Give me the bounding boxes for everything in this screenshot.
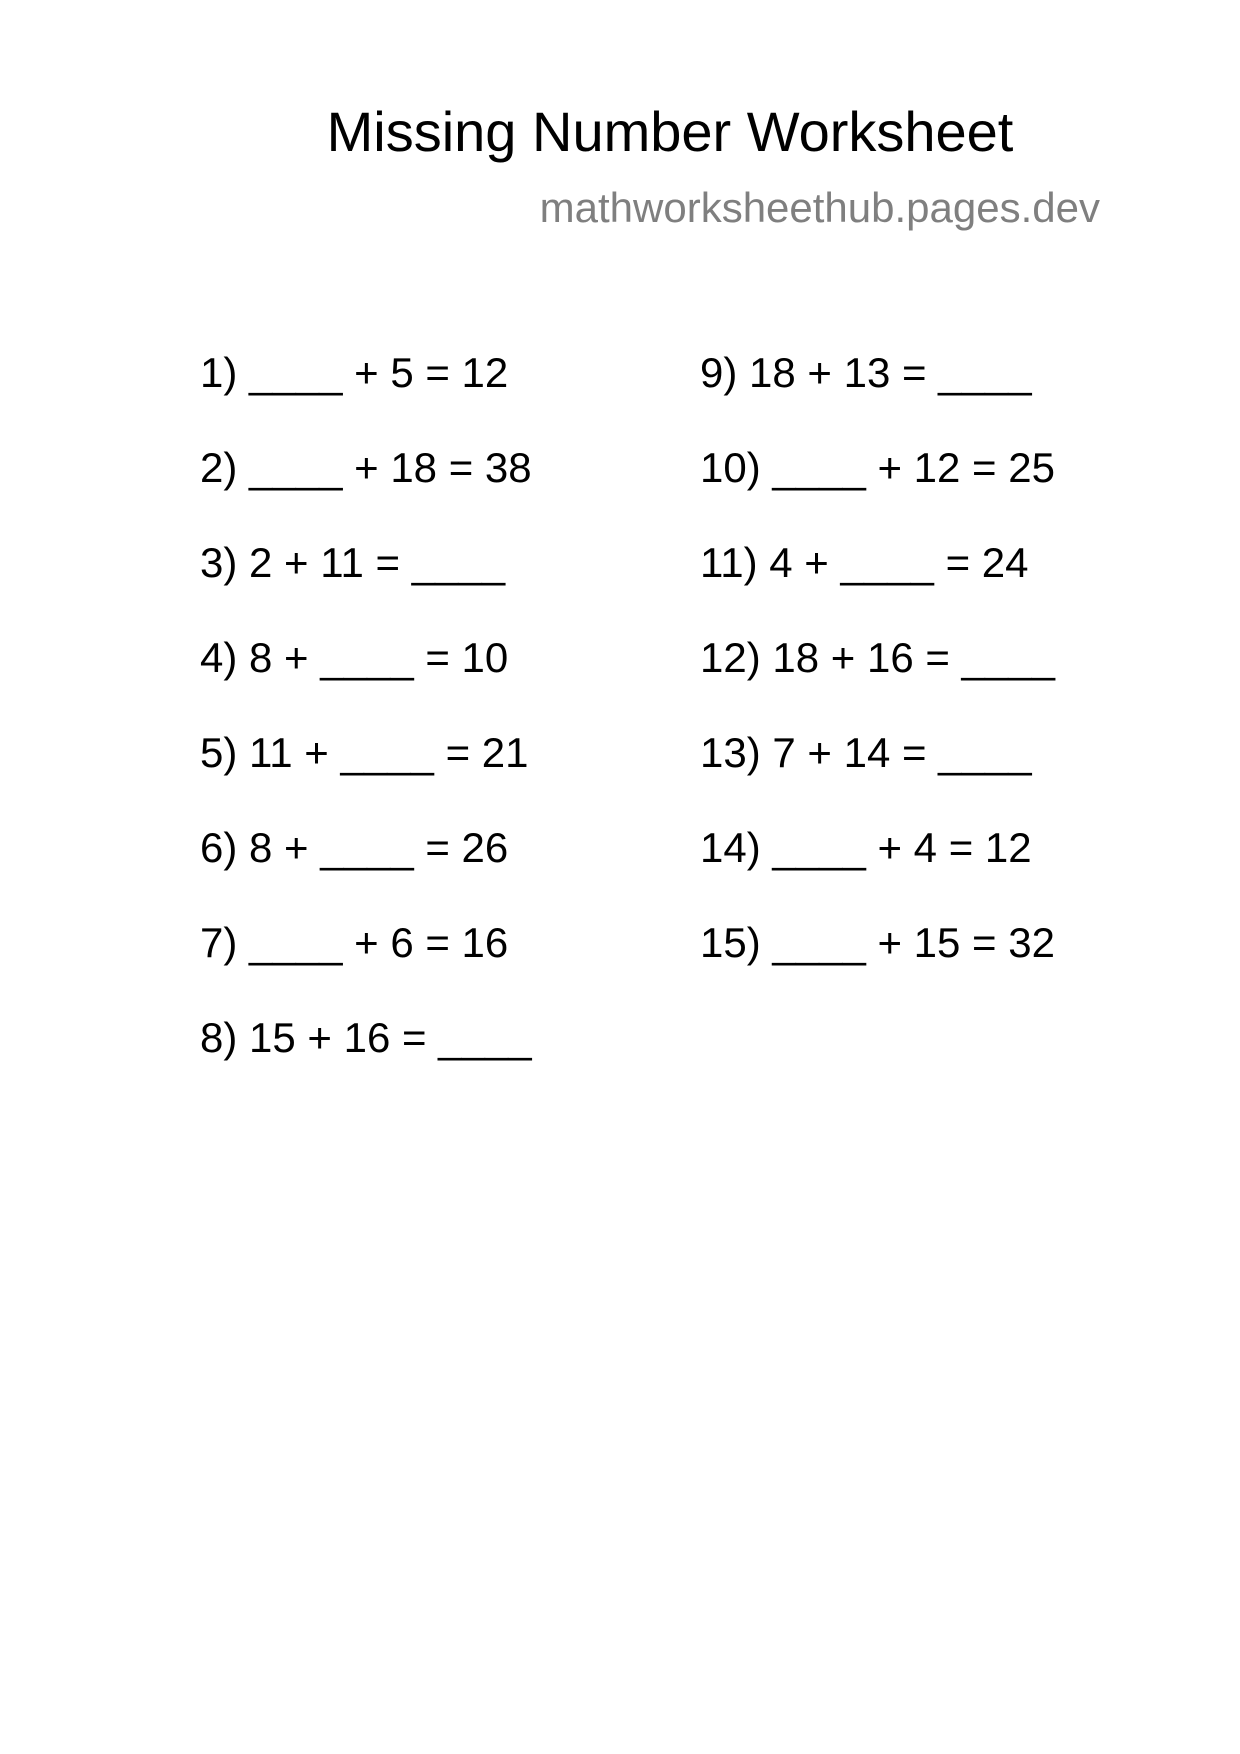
problem-11: 11) 4 + ____ = 24 [700, 539, 1029, 586]
problem-4: 4) 8 + ____ = 10 [200, 634, 509, 681]
worksheet-title: Missing Number Worksheet [326, 100, 1014, 163]
problem-3: 3) 2 + 11 = ____ [200, 539, 506, 586]
problem-column-left [200, 347, 532, 1107]
problem-7: 7) ____ + 6 = 16 [200, 919, 509, 966]
problem-6: 6) 8 + ____ = 26 [200, 824, 509, 871]
problem-9: 9) 18 + 13 = ____ [700, 349, 1032, 396]
problem-column-right [700, 347, 1055, 1012]
problem-5: 5) 11 + ____ = 21 [200, 729, 529, 776]
problem-8: 8) 15 + 16 = ____ [200, 1014, 532, 1061]
problem-2: 2) ____ + 18 = 38 [200, 444, 532, 491]
problem-14: 14) ____ + 4 = 12 [700, 824, 1032, 871]
problem-13: 13) 7 + 14 = ____ [700, 729, 1032, 776]
problem-15: 15) ____ + 15 = 32 [700, 919, 1055, 966]
problem-10: 10) ____ + 12 = 25 [700, 444, 1055, 491]
site-url: mathworksheethub.pages.dev [539, 184, 1100, 231]
problem-12: 12) 18 + 16 = ____ [700, 634, 1055, 681]
problem-1: 1) ____ + 5 = 12 [200, 349, 509, 396]
